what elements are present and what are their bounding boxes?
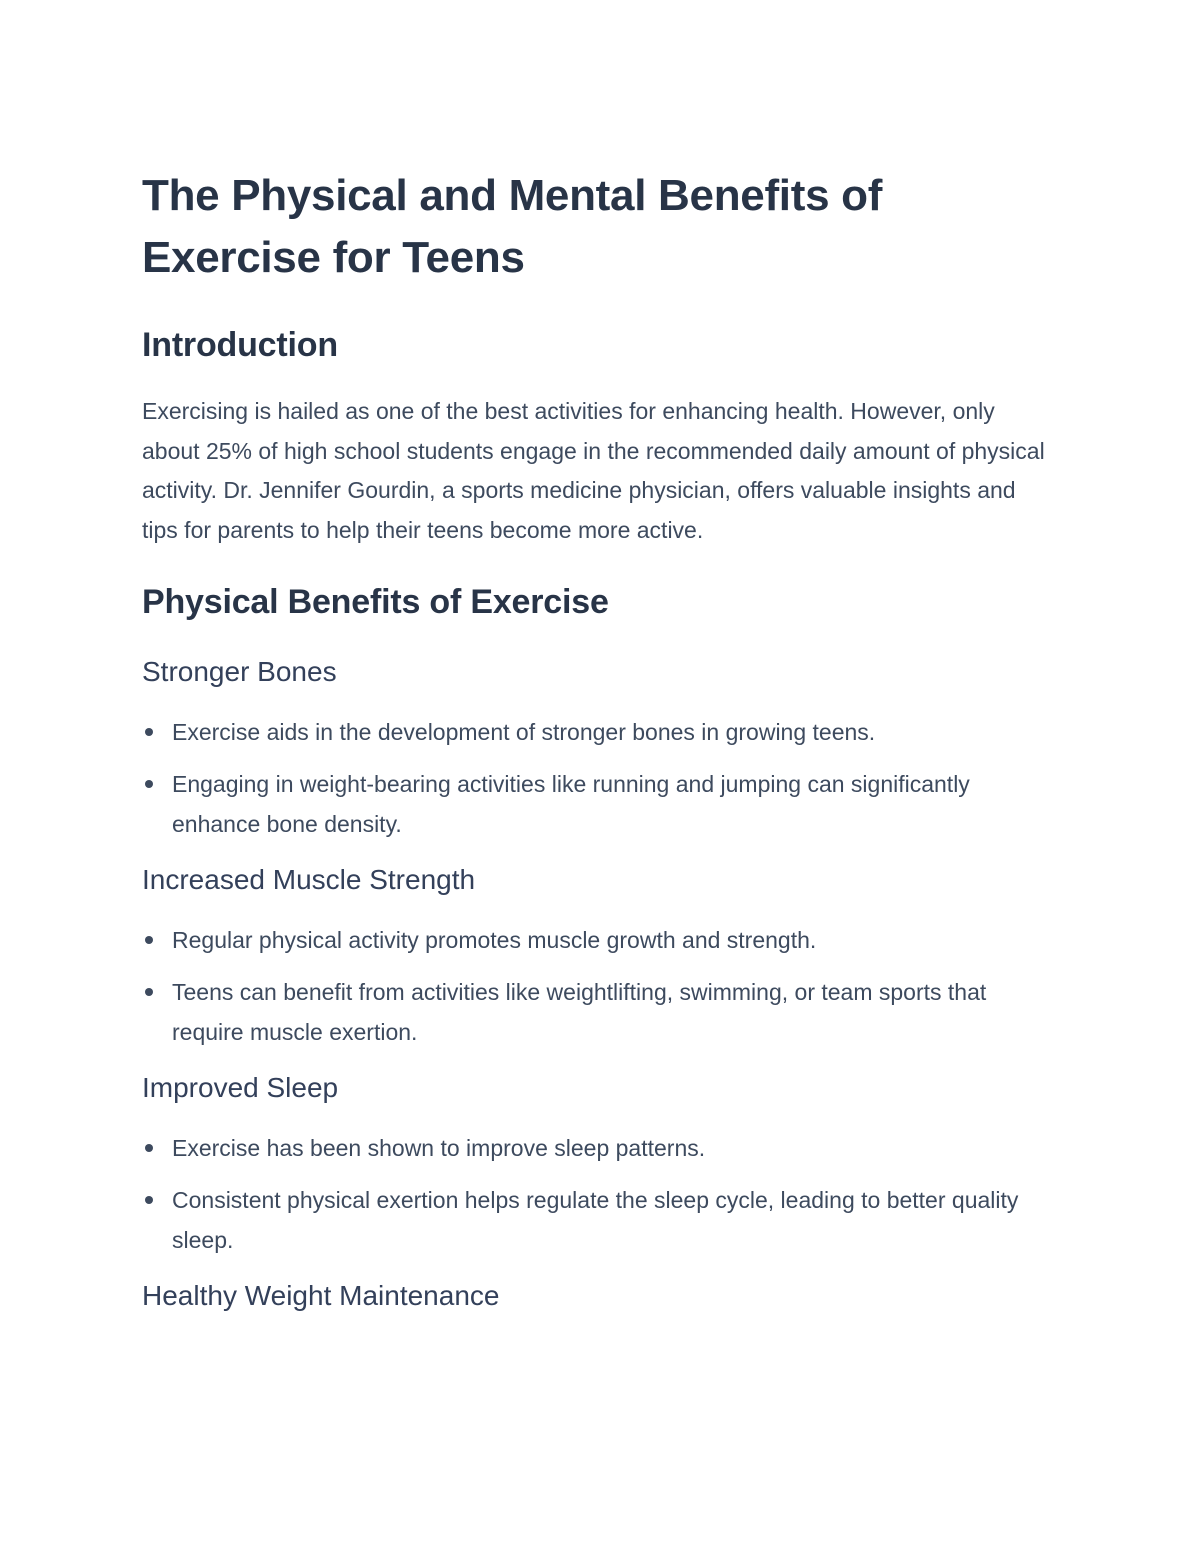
- bullet-list: [142, 920, 1052, 1052]
- bullet-dot-icon: [145, 1196, 153, 1204]
- bullet-item: [142, 764, 1052, 844]
- bullet-text: Consistent physical exertion helps regulate the sleep cycle, leading to better quality sleep.: [172, 1187, 1019, 1254]
- section-increased-muscle-strength: [142, 862, 1052, 1052]
- bullet-item: [142, 1128, 1052, 1168]
- bullet-list: [142, 1128, 1052, 1260]
- bullet-item: [142, 1180, 1052, 1260]
- bullet-list: [142, 712, 1052, 844]
- bullet-text: Engaging in weight-bearing activities like running and jumping can significantly enhance bone density.: [172, 771, 970, 838]
- bullet-dot-icon: [145, 1144, 153, 1152]
- bullet-text: Exercise has been shown to improve sleep patterns.: [172, 1135, 706, 1162]
- bullet-dot-icon: [145, 728, 153, 736]
- bullet-dot-icon: [145, 988, 153, 996]
- bullet-dot-icon: [145, 780, 153, 788]
- bullet-item: [142, 712, 1052, 752]
- section-improved-sleep: [142, 1070, 1052, 1260]
- physical-benefits-heading: Physical Benefits of Exercise: [142, 583, 609, 622]
- section-stronger-bones: [142, 654, 1052, 844]
- page-title: The Physical and Mental Benefits of Exercise for Teens: [142, 171, 883, 282]
- bullet-item: [142, 972, 1052, 1052]
- bullet-dot-icon: [145, 936, 153, 944]
- document-page: [142, 165, 1052, 1314]
- bullet-text: Teens can benefit from activities like weightlifting, swimming, or team sports that require muscle exertion.: [172, 979, 987, 1046]
- subsection-heading: Increased Muscle Strength: [142, 864, 476, 896]
- subsection-heading: Stronger Bones: [142, 656, 337, 688]
- introduction-paragraph: Exercising is hailed as one of the best activities for enhancing health. However, only about 25% of high school students engage in the recommended daily amount of physical activity. Dr. Jennifer Gourdin, a sports medicine physician, offers valuable insights and tips for parents to help their teens become more active.: [142, 398, 1045, 543]
- bullet-item: [142, 920, 1052, 960]
- bullet-text: Exercise aids in the development of stronger bones in growing teens.: [172, 719, 876, 746]
- introduction-heading: Introduction: [142, 326, 338, 364]
- subsection-heading: Healthy Weight Maintenance: [142, 1280, 500, 1312]
- bullet-text: Regular physical activity promotes muscle growth and strength.: [172, 927, 817, 954]
- section-healthy-weight-maintenance: [142, 1278, 1052, 1314]
- subsection-heading: Improved Sleep: [142, 1072, 339, 1104]
